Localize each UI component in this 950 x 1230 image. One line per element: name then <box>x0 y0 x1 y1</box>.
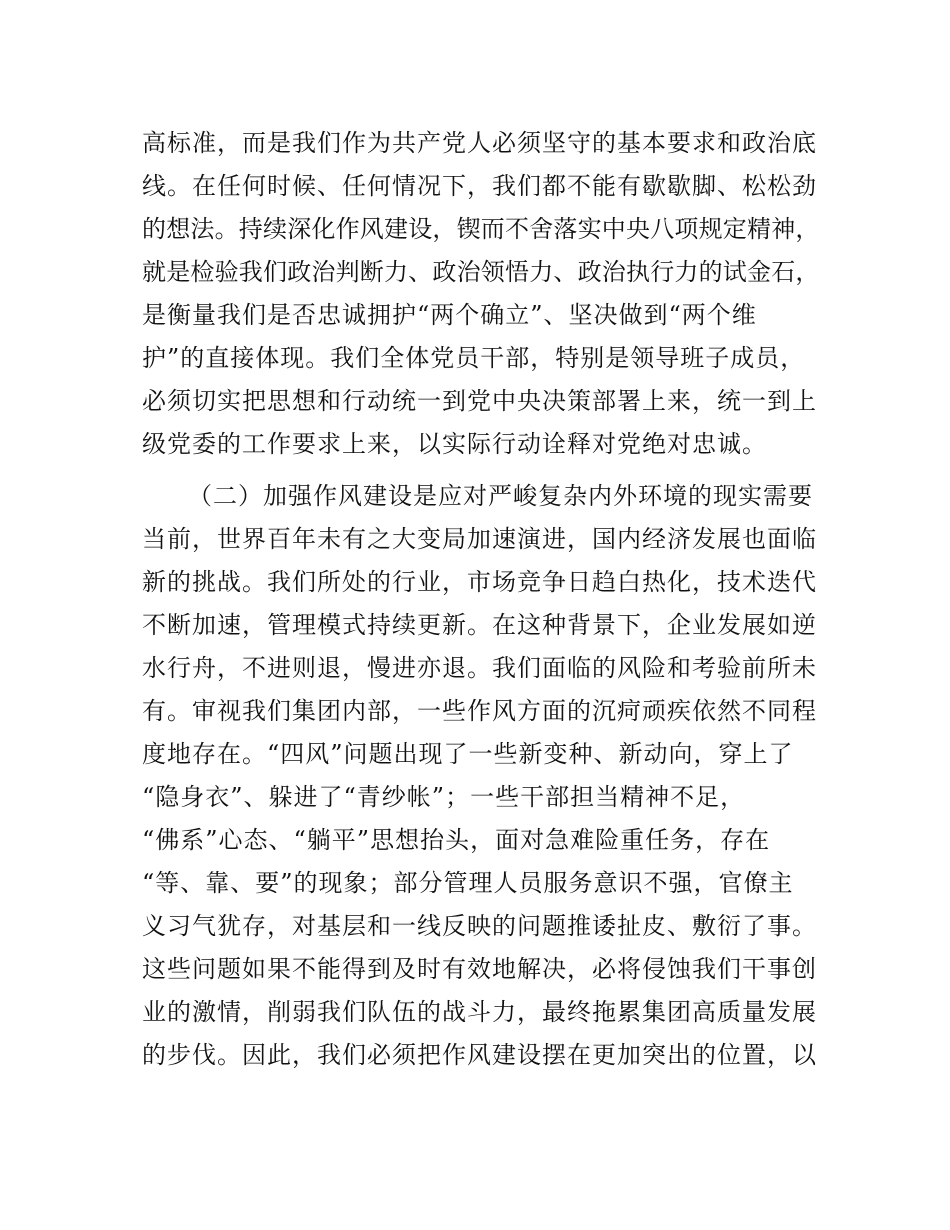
paragraph-2-line-10: 义习气犹存，对基层和一线反映的问题推诿扯皮、敷衍了事。 <box>142 912 817 940</box>
paragraph-1-line-6: 护”的直接体现。我们全体党员干部，特别是领导班子成员， <box>142 344 806 372</box>
paragraph-1-line-5: 是衡量我们是否忠诚拥护“两个确立”、坚决做到“两个维 <box>142 301 757 329</box>
paragraph-2-line-7: “隐身衣”、躲进了“青纱帐”；一些干部担当精神不足， <box>142 783 746 811</box>
paragraph-1-line-1: 高标准，而是我们作为共产党人必须坚守的基本要求和政治底 <box>142 129 817 157</box>
paragraph-2-line-2: 新的挑战。我们所处的行业，市场竞争日趋白热化，技术迭代 <box>142 568 817 596</box>
paragraph-2-line-8: “佛系”心态、“躺平”思想抬头，面对急难险重任务，存在 <box>142 826 771 854</box>
paragraph-1-line-2: 线。在任何时候、任何情况下，我们都不能有歇歇脚、松松劲 <box>142 172 817 200</box>
paragraph-2-line-1: 当前，世界百年未有之大变局加速演进，国内经济发展也面临 <box>142 525 817 553</box>
paragraph-2-line-4: 水行舟，不进则退，慢进亦退。我们面临的风险和考验前所未 <box>142 654 817 682</box>
paragraph-1-line-4: 就是检验我们政治判断力、政治领悟力、政治执行力的试金石， <box>142 258 820 286</box>
paragraph-1-line-8: 级党委的工作要求上来，以实际行动诠释对党绝对忠诚。 <box>142 430 767 458</box>
paragraph-2-line-3: 不断加速，管理模式持续更新。在这种背景下，企业发展如逆 <box>142 611 817 639</box>
paragraph-2-line-6: 度地存在。“四风”问题出现了一些新变种、新动向，穿上了 <box>142 740 794 768</box>
paragraph-2-line-5: 有。审视我们集团内部，一些作风方面的沉疴顽疾依然不同程 <box>142 697 817 725</box>
paragraph-2-line-9: “等、靠、要”的现象；部分管理人员服务意识不强，官僚主 <box>142 869 794 897</box>
paragraph-2-line-12: 业的激情，削弱我们队伍的战斗力，最终拖累集团高质量发展 <box>142 998 817 1026</box>
paragraph-1-line-3: 的想法。持续深化作风建设，锲而不舍落实中央八项规定精神， <box>142 215 820 243</box>
section-heading: （二）加强作风建设是应对严峻复杂内外环境的现实需要 <box>188 482 813 510</box>
paragraph-1-line-7: 必须切实把思想和行动统一到党中央决策部署上来，统一到上 <box>142 387 817 415</box>
paragraph-2-line-13: 的步伐。因此，我们必须把作风建设摆在更加突出的位置，以 <box>142 1041 817 1069</box>
paragraph-2-line-11: 这些问题如果不能得到及时有效地解决，必将侵蚀我们干事创 <box>142 955 817 983</box>
